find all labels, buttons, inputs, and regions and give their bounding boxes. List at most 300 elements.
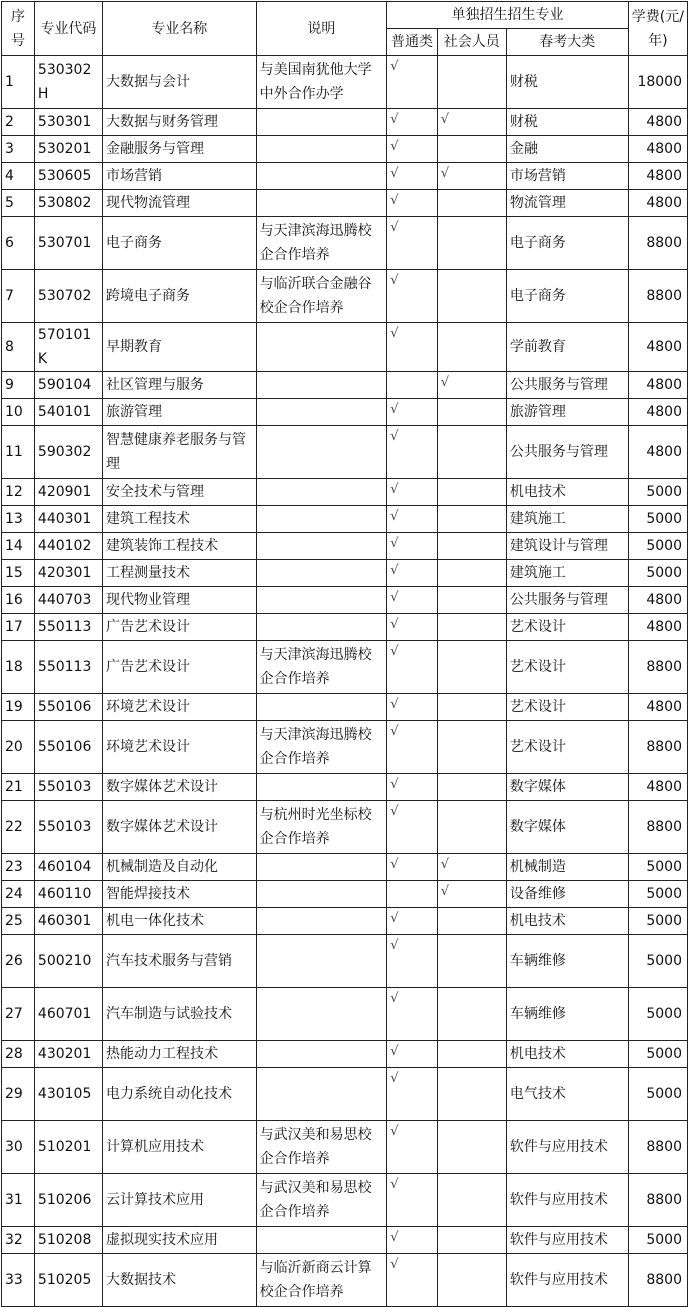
cell-seq: 5 xyxy=(2,190,35,217)
cell-pt-check: √ xyxy=(387,479,437,506)
cell-name: 现代物业管理 xyxy=(102,587,256,614)
cell-name: 早期教育 xyxy=(102,323,256,372)
table-row xyxy=(2,270,688,323)
cell-category: 公共服务与管理 xyxy=(506,426,628,479)
cell-category: 车辆维修 xyxy=(506,988,628,1041)
cell-sh-check xyxy=(437,399,506,426)
cell-code: 420901 xyxy=(34,479,102,506)
cell-pt-check: √ xyxy=(387,399,437,426)
cell-name: 电力系统自动化技术 xyxy=(102,1068,256,1121)
cell-pt-check: √ xyxy=(387,1227,437,1254)
cell-fee: 8800 xyxy=(628,1174,687,1227)
cell-name: 建筑装饰工程技术 xyxy=(102,533,256,560)
cell-desc xyxy=(256,109,387,136)
cell-pt-check: √ xyxy=(387,908,437,935)
cell-sh-check xyxy=(437,801,506,854)
cell-category: 艺术设计 xyxy=(506,721,628,774)
cell-fee: 5000 xyxy=(628,881,687,908)
cell-code: 420301 xyxy=(34,560,102,587)
cell-seq: 23 xyxy=(2,854,35,881)
cell-name: 大数据与会计 xyxy=(102,56,256,109)
cell-desc xyxy=(256,190,387,217)
cell-sh-check xyxy=(437,614,506,641)
table-body xyxy=(2,56,688,1307)
cell-fee: 8800 xyxy=(628,721,687,774)
cell-pt-check: √ xyxy=(387,988,437,1041)
cell-pt-check: √ xyxy=(387,560,437,587)
cell-fee: 8800 xyxy=(628,1254,687,1307)
cell-name: 大数据与财务管理 xyxy=(102,109,256,136)
cell-pt-check: √ xyxy=(387,1121,437,1174)
cell-seq: 32 xyxy=(2,1227,35,1254)
cell-sh-check xyxy=(437,1121,506,1174)
cell-category: 金融 xyxy=(506,136,628,163)
cell-code: 500210 xyxy=(34,935,102,988)
cell-pt-check: √ xyxy=(387,426,437,479)
cell-code: 550103 xyxy=(34,801,102,854)
cell-desc: 与天津滨海迅腾校企合作培养 xyxy=(256,721,387,774)
cell-code: 590302 xyxy=(34,426,102,479)
cell-desc: 与美国南犹他大学中外合作办学 xyxy=(256,56,387,109)
cell-code: 440301 xyxy=(34,506,102,533)
cell-seq: 26 xyxy=(2,935,35,988)
cell-name: 数字媒体艺术设计 xyxy=(102,774,256,801)
cell-pt-check: √ xyxy=(387,774,437,801)
cell-pt-check: √ xyxy=(387,1174,437,1227)
cell-category: 艺术设计 xyxy=(506,641,628,694)
cell-sh-check xyxy=(437,56,506,109)
cell-code: 510206 xyxy=(34,1174,102,1227)
header-sub-sh: 社会人员 xyxy=(437,29,506,56)
cell-seq: 9 xyxy=(2,372,35,399)
cell-pt-check: √ xyxy=(387,190,437,217)
cell-category: 机械制造 xyxy=(506,854,628,881)
cell-pt-check: √ xyxy=(387,109,437,136)
cell-category: 软件与应用技术 xyxy=(506,1121,628,1174)
cell-desc: 与临沂联合金融谷校企合作培养 xyxy=(256,270,387,323)
cell-seq: 30 xyxy=(2,1121,35,1174)
cell-name: 跨境电子商务 xyxy=(102,270,256,323)
cell-fee: 5000 xyxy=(628,560,687,587)
header-sub-pt: 普通类 xyxy=(387,29,437,56)
cell-fee: 4800 xyxy=(628,399,687,426)
cell-seq: 24 xyxy=(2,881,35,908)
cell-pt-check: √ xyxy=(387,217,437,270)
cell-sh-check xyxy=(437,641,506,694)
cell-seq: 29 xyxy=(2,1068,35,1121)
cell-seq: 13 xyxy=(2,506,35,533)
cell-seq: 18 xyxy=(2,641,35,694)
cell-sh-check xyxy=(437,270,506,323)
cell-sh-check xyxy=(437,774,506,801)
cell-sh-check xyxy=(437,988,506,1041)
table-row xyxy=(2,109,688,136)
table-row xyxy=(2,372,688,399)
cell-desc: 与武汉美和易思校企合作培养 xyxy=(256,1121,387,1174)
table-row xyxy=(2,136,688,163)
table-row xyxy=(2,533,688,560)
cell-seq: 20 xyxy=(2,721,35,774)
table-row xyxy=(2,881,688,908)
cell-seq: 2 xyxy=(2,109,35,136)
cell-pt-check: √ xyxy=(387,935,437,988)
table-row xyxy=(2,694,688,721)
table-row xyxy=(2,560,688,587)
cell-code: 530302H xyxy=(34,56,102,109)
table-row xyxy=(2,854,688,881)
cell-code: 530605 xyxy=(34,163,102,190)
cell-pt-check xyxy=(387,881,437,908)
table-row xyxy=(2,163,688,190)
cell-code: 510201 xyxy=(34,1121,102,1174)
cell-desc: 与杭州时光坐标校企合作培养 xyxy=(256,801,387,854)
cell-name: 热能动力工程技术 xyxy=(102,1041,256,1068)
cell-code: 550103 xyxy=(34,774,102,801)
cell-category: 市场营销 xyxy=(506,163,628,190)
cell-pt-check: √ xyxy=(387,56,437,109)
cell-category: 建筑施工 xyxy=(506,506,628,533)
table-row xyxy=(2,426,688,479)
cell-pt-check: √ xyxy=(387,506,437,533)
cell-fee: 4800 xyxy=(628,694,687,721)
cell-seq: 1 xyxy=(2,56,35,109)
cell-desc xyxy=(256,426,387,479)
cell-seq: 6 xyxy=(2,217,35,270)
cell-sh-check: √ xyxy=(437,854,506,881)
cell-category: 学前教育 xyxy=(506,323,628,372)
cell-fee: 18000 xyxy=(628,56,687,109)
cell-fee: 4800 xyxy=(628,323,687,372)
cell-name: 旅游管理 xyxy=(102,399,256,426)
table-row xyxy=(2,506,688,533)
cell-sh-check: √ xyxy=(437,109,506,136)
cell-desc xyxy=(256,935,387,988)
cell-fee: 4800 xyxy=(628,614,687,641)
cell-category: 电子商务 xyxy=(506,270,628,323)
cell-pt-check: √ xyxy=(387,694,437,721)
cell-desc xyxy=(256,1068,387,1121)
cell-fee: 5000 xyxy=(628,479,687,506)
cell-category: 艺术设计 xyxy=(506,694,628,721)
cell-code: 550106 xyxy=(34,694,102,721)
cell-name: 安全技术与管理 xyxy=(102,479,256,506)
table-row xyxy=(2,641,688,694)
cell-sh-check xyxy=(437,1254,506,1307)
cell-seq: 28 xyxy=(2,1041,35,1068)
table-row xyxy=(2,1068,688,1121)
cell-fee: 5000 xyxy=(628,1041,687,1068)
cell-pt-check: √ xyxy=(387,614,437,641)
cell-sh-check xyxy=(437,217,506,270)
cell-name: 广告艺术设计 xyxy=(102,614,256,641)
cell-pt-check: √ xyxy=(387,1068,437,1121)
cell-name: 虚拟现实技术应用 xyxy=(102,1227,256,1254)
table-row xyxy=(2,587,688,614)
cell-fee: 4800 xyxy=(628,109,687,136)
cell-desc xyxy=(256,533,387,560)
cell-name: 智能焊接技术 xyxy=(102,881,256,908)
cell-sh-check xyxy=(437,533,506,560)
cell-name: 现代物流管理 xyxy=(102,190,256,217)
cell-code: 550106 xyxy=(34,721,102,774)
cell-name: 云计算技术应用 xyxy=(102,1174,256,1227)
table-row xyxy=(2,908,688,935)
cell-category: 软件与应用技术 xyxy=(506,1227,628,1254)
table-row xyxy=(2,217,688,270)
cell-desc xyxy=(256,479,387,506)
cell-category: 机电技术 xyxy=(506,1041,628,1068)
cell-category: 数字媒体 xyxy=(506,801,628,854)
cell-category: 公共服务与管理 xyxy=(506,372,628,399)
cell-fee: 5000 xyxy=(628,1068,687,1121)
cell-seq: 25 xyxy=(2,908,35,935)
cell-seq: 4 xyxy=(2,163,35,190)
header-name: 专业名称 xyxy=(102,2,256,56)
cell-fee: 8800 xyxy=(628,641,687,694)
cell-pt-check: √ xyxy=(387,854,437,881)
cell-sh-check xyxy=(437,1227,506,1254)
cell-name: 建筑工程技术 xyxy=(102,506,256,533)
cell-desc xyxy=(256,323,387,372)
cell-desc xyxy=(256,854,387,881)
header-seq: 序号 xyxy=(2,2,35,56)
cell-desc xyxy=(256,506,387,533)
cell-sh-check xyxy=(437,426,506,479)
cell-fee: 5000 xyxy=(628,988,687,1041)
cell-seq: 33 xyxy=(2,1254,35,1307)
cell-desc xyxy=(256,988,387,1041)
cell-name: 电子商务 xyxy=(102,217,256,270)
cell-name: 环境艺术设计 xyxy=(102,721,256,774)
cell-sh-check xyxy=(437,721,506,774)
cell-category: 艺术设计 xyxy=(506,614,628,641)
cell-name: 金融服务与管理 xyxy=(102,136,256,163)
cell-fee: 4800 xyxy=(628,190,687,217)
cell-code: 550113 xyxy=(34,641,102,694)
cell-fee: 4800 xyxy=(628,372,687,399)
cell-fee: 5000 xyxy=(628,1227,687,1254)
cell-pt-check: √ xyxy=(387,721,437,774)
cell-fee: 5000 xyxy=(628,935,687,988)
cell-category: 财税 xyxy=(506,109,628,136)
cell-desc xyxy=(256,136,387,163)
cell-seq: 31 xyxy=(2,1174,35,1227)
table-row xyxy=(2,774,688,801)
table-row xyxy=(2,323,688,372)
header-sub-cj: 春考大类 xyxy=(506,29,628,56)
cell-code: 530802 xyxy=(34,190,102,217)
cell-fee: 8800 xyxy=(628,1121,687,1174)
cell-desc xyxy=(256,881,387,908)
cell-code: 440102 xyxy=(34,533,102,560)
cell-sh-check xyxy=(437,190,506,217)
cell-desc xyxy=(256,774,387,801)
cell-category: 软件与应用技术 xyxy=(506,1174,628,1227)
table-row xyxy=(2,1041,688,1068)
cell-seq: 12 xyxy=(2,479,35,506)
cell-code: 440703 xyxy=(34,587,102,614)
cell-sh-check xyxy=(437,1174,506,1227)
table-row xyxy=(2,1254,688,1307)
table-row xyxy=(2,190,688,217)
cell-fee: 5000 xyxy=(628,506,687,533)
cell-name: 环境艺术设计 xyxy=(102,694,256,721)
cell-desc: 与武汉美和易思校企合作培养 xyxy=(256,1174,387,1227)
cell-seq: 8 xyxy=(2,323,35,372)
cell-seq: 3 xyxy=(2,136,35,163)
cell-name: 社区管理与服务 xyxy=(102,372,256,399)
cell-category: 车辆维修 xyxy=(506,935,628,988)
cell-code: 430105 xyxy=(34,1068,102,1121)
cell-sh-check xyxy=(437,908,506,935)
table-row xyxy=(2,1121,688,1174)
cell-category: 电子商务 xyxy=(506,217,628,270)
cell-category: 建筑施工 xyxy=(506,560,628,587)
cell-fee: 8800 xyxy=(628,801,687,854)
cell-seq: 11 xyxy=(2,426,35,479)
cell-category: 数字媒体 xyxy=(506,774,628,801)
cell-sh-check xyxy=(437,1068,506,1121)
cell-sh-check: √ xyxy=(437,163,506,190)
cell-pt-check: √ xyxy=(387,163,437,190)
cell-pt-check: √ xyxy=(387,136,437,163)
cell-code: 510205 xyxy=(34,1254,102,1307)
cell-desc: 与天津滨海迅腾校企合作培养 xyxy=(256,217,387,270)
cell-name: 计算机应用技术 xyxy=(102,1121,256,1174)
cell-code: 530301 xyxy=(34,109,102,136)
cell-category: 旅游管理 xyxy=(506,399,628,426)
cell-code: 510208 xyxy=(34,1227,102,1254)
cell-fee: 4800 xyxy=(628,587,687,614)
table-header xyxy=(2,2,688,56)
cell-name: 汽车制造与试验技术 xyxy=(102,988,256,1041)
cell-seq: 14 xyxy=(2,533,35,560)
cell-name: 智慧健康养老服务与管理 xyxy=(102,426,256,479)
cell-pt-check: √ xyxy=(387,801,437,854)
cell-pt-check: √ xyxy=(387,1254,437,1307)
cell-pt-check: √ xyxy=(387,323,437,372)
cell-code: 460301 xyxy=(34,908,102,935)
table-row xyxy=(2,399,688,426)
cell-seq: 27 xyxy=(2,988,35,1041)
cell-name: 机电一体化技术 xyxy=(102,908,256,935)
cell-code: 570101K xyxy=(34,323,102,372)
cell-desc xyxy=(256,694,387,721)
cell-sh-check xyxy=(437,506,506,533)
cell-category: 机电技术 xyxy=(506,908,628,935)
cell-seq: 7 xyxy=(2,270,35,323)
cell-fee: 8800 xyxy=(628,270,687,323)
cell-desc xyxy=(256,399,387,426)
cell-desc xyxy=(256,908,387,935)
table-row xyxy=(2,721,688,774)
cell-sh-check: √ xyxy=(437,881,506,908)
table-row xyxy=(2,935,688,988)
cell-fee: 4800 xyxy=(628,426,687,479)
cell-sh-check xyxy=(437,694,506,721)
cell-code: 590104 xyxy=(34,372,102,399)
cell-category: 公共服务与管理 xyxy=(506,587,628,614)
cell-code: 530701 xyxy=(34,217,102,270)
cell-code: 550113 xyxy=(34,614,102,641)
cell-seq: 10 xyxy=(2,399,35,426)
table-row xyxy=(2,614,688,641)
cell-desc xyxy=(256,372,387,399)
cell-sh-check xyxy=(437,479,506,506)
cell-code: 460104 xyxy=(34,854,102,881)
cell-fee: 5000 xyxy=(628,533,687,560)
cell-desc xyxy=(256,587,387,614)
cell-seq: 16 xyxy=(2,587,35,614)
cell-seq: 15 xyxy=(2,560,35,587)
cell-sh-check xyxy=(437,560,506,587)
cell-sh-check xyxy=(437,935,506,988)
header-fee: 学费(元/年) xyxy=(628,2,687,56)
cell-name: 广告艺术设计 xyxy=(102,641,256,694)
cell-code: 430201 xyxy=(34,1041,102,1068)
cell-code: 460701 xyxy=(34,988,102,1041)
cell-fee: 4800 xyxy=(628,774,687,801)
cell-name: 大数据技术 xyxy=(102,1254,256,1307)
cell-name: 汽车技术服务与营销 xyxy=(102,935,256,988)
cell-code: 460110 xyxy=(34,881,102,908)
cell-seq: 17 xyxy=(2,614,35,641)
cell-fee: 4800 xyxy=(628,163,687,190)
header-group: 单独招生招生专业 xyxy=(387,2,628,29)
cell-desc: 与临沂新商云计算校企合作培养 xyxy=(256,1254,387,1307)
cell-category: 电气技术 xyxy=(506,1068,628,1121)
header-code: 专业代码 xyxy=(34,2,102,56)
enrollment-table xyxy=(1,1,688,1307)
cell-name: 市场营销 xyxy=(102,163,256,190)
cell-pt-check xyxy=(387,372,437,399)
cell-category: 机电技术 xyxy=(506,479,628,506)
cell-seq: 21 xyxy=(2,774,35,801)
table-row xyxy=(2,988,688,1041)
cell-sh-check xyxy=(437,1041,506,1068)
cell-pt-check: √ xyxy=(387,270,437,323)
table-row xyxy=(2,479,688,506)
cell-seq: 22 xyxy=(2,801,35,854)
cell-sh-check xyxy=(437,323,506,372)
cell-desc xyxy=(256,614,387,641)
cell-sh-check xyxy=(437,136,506,163)
cell-category: 建筑设计与管理 xyxy=(506,533,628,560)
cell-pt-check: √ xyxy=(387,1041,437,1068)
table-row xyxy=(2,801,688,854)
cell-code: 530702 xyxy=(34,270,102,323)
table-row xyxy=(2,1227,688,1254)
cell-sh-check xyxy=(437,587,506,614)
cell-category: 设备维修 xyxy=(506,881,628,908)
cell-pt-check: √ xyxy=(387,533,437,560)
cell-desc xyxy=(256,163,387,190)
cell-code: 540101 xyxy=(34,399,102,426)
cell-fee: 4800 xyxy=(628,136,687,163)
cell-fee: 5000 xyxy=(628,908,687,935)
cell-desc xyxy=(256,1227,387,1254)
cell-category: 财税 xyxy=(506,56,628,109)
cell-name: 数字媒体艺术设计 xyxy=(102,801,256,854)
cell-desc xyxy=(256,560,387,587)
cell-category: 物流管理 xyxy=(506,190,628,217)
table-row xyxy=(2,1174,688,1227)
cell-category: 软件与应用技术 xyxy=(506,1254,628,1307)
cell-fee: 5000 xyxy=(628,854,687,881)
header-desc: 说明 xyxy=(256,2,387,56)
cell-desc xyxy=(256,1041,387,1068)
cell-name: 工程测量技术 xyxy=(102,560,256,587)
